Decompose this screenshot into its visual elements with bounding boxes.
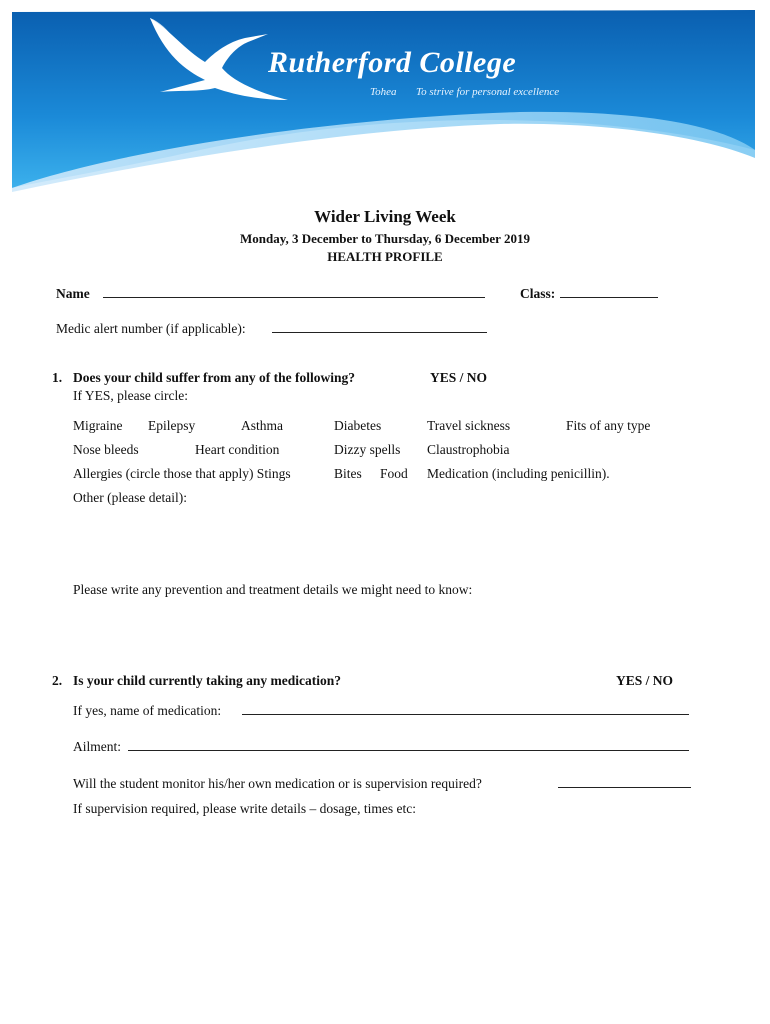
motto-english: To strive for personal excellence <box>416 86 560 98</box>
ailment-label: Ailment: <box>73 739 121 754</box>
condition-option[interactable]: Heart condition <box>195 442 280 457</box>
q1-yes-no[interactable]: YES / NO <box>430 370 488 385</box>
prevention-details-area[interactable] <box>73 600 693 665</box>
prevention-label: Please write any prevention and treatment details we might need to know: <box>73 582 473 597</box>
form-title: Wider Living Week <box>314 207 456 226</box>
allergy-option[interactable]: Food <box>380 466 408 481</box>
school-name: Rutherford College <box>268 46 517 79</box>
class-field[interactable] <box>560 285 658 303</box>
motto-maori: Tohea <box>370 86 397 98</box>
condition-option[interactable]: Diabetes <box>334 418 382 433</box>
other-details-area[interactable] <box>73 508 693 578</box>
condition-option[interactable]: Fits of any type <box>566 418 651 433</box>
q2-number: 2. <box>52 673 63 688</box>
condition-option[interactable]: Nose bleeds <box>73 442 139 457</box>
condition-option[interactable]: Asthma <box>241 418 283 433</box>
event-dates: Monday, 3 December to Thursday, 6 December 2019 <box>240 231 530 246</box>
allergy-option[interactable]: Bites <box>334 466 362 481</box>
header-banner <box>0 0 770 200</box>
q1-number: 1. <box>52 370 63 385</box>
name-field[interactable] <box>103 285 485 303</box>
medication-name-field[interactable] <box>242 702 689 720</box>
name-label: Name <box>56 286 90 301</box>
ailment-field[interactable] <box>128 738 689 756</box>
other-label: Other (please detail): <box>73 490 187 505</box>
q1-instruction: If YES, please circle: <box>73 388 188 403</box>
condition-option[interactable]: Dizzy spells <box>334 442 401 457</box>
monitor-label: Will the student monitor his/her own medication or is supervision required? <box>73 776 482 791</box>
condition-option[interactable]: Migraine <box>73 418 123 433</box>
condition-option[interactable]: Claustrophobia <box>427 442 510 457</box>
supervision-details-area[interactable] <box>73 820 693 970</box>
q2-yes-no[interactable]: YES / NO <box>616 673 674 688</box>
condition-option[interactable]: Epilepsy <box>148 418 196 433</box>
supervision-label: If supervision required, please write details – dosage, times etc: <box>73 801 417 816</box>
allergy-option[interactable]: Allergies (circle those that apply) Stings <box>73 466 291 481</box>
form-subtitle: HEALTH PROFILE <box>327 249 443 264</box>
medication-name-label: If yes, name of medication: <box>73 703 222 718</box>
q1-question: Does your child suffer from any of the following? <box>73 370 355 385</box>
class-label: Class: <box>520 286 556 301</box>
condition-option[interactable]: Travel sickness <box>427 418 511 433</box>
medic-alert-label: Medic alert number (if applicable): <box>56 321 246 336</box>
allergy-option[interactable]: Medication (including penicillin). <box>427 466 610 481</box>
medic-alert-field[interactable] <box>272 320 487 338</box>
monitor-field[interactable] <box>558 775 691 793</box>
q2-question: Is your child currently taking any medication? <box>73 673 342 688</box>
